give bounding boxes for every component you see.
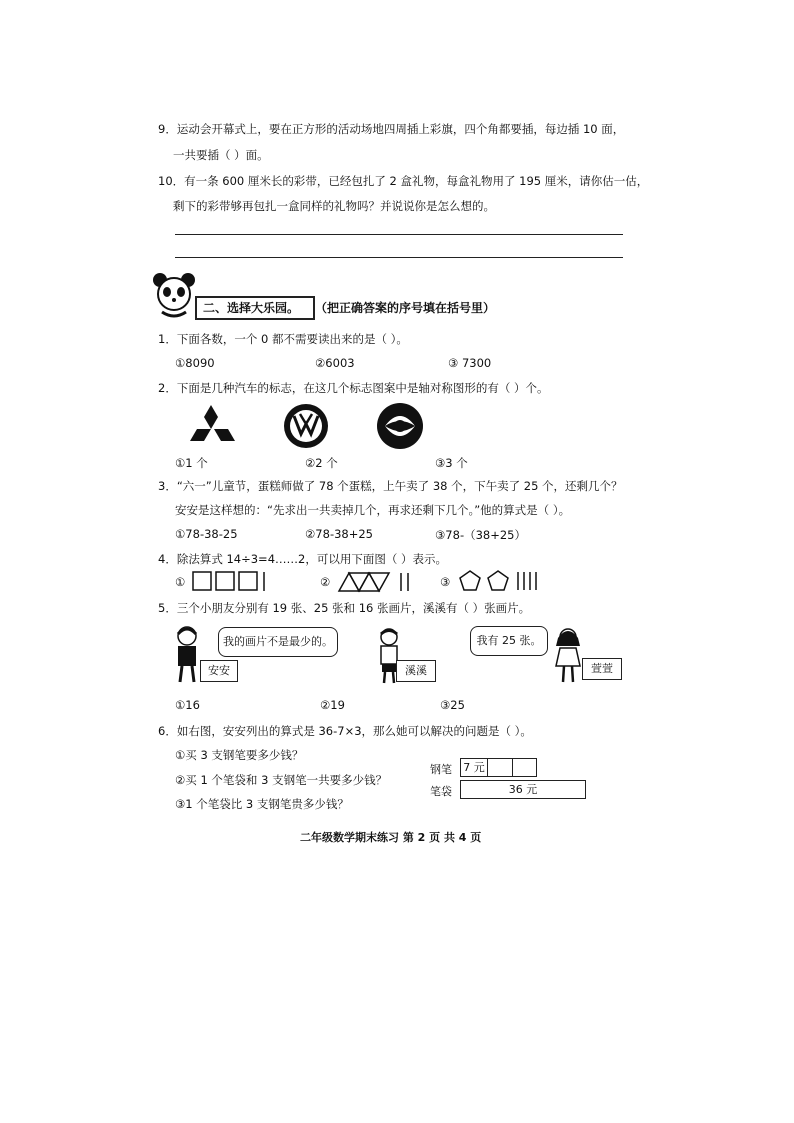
c6-opt3[interactable]: ③1 个笔袋比 3 支钢笔贵多少钱？	[175, 797, 349, 811]
c2-question: 2．下面是几种汽车的标志，在这几个标志图案中是轴对称图形的有（ ）个。	[158, 381, 549, 395]
c6-opt1[interactable]: ①买 3 支钢笔要多少钱？	[175, 748, 304, 762]
bag-bar	[460, 780, 586, 799]
q9-line2: 一共要插（ ）面。	[173, 148, 269, 162]
name3-text: 萱萱	[591, 662, 613, 675]
c1-opt2[interactable]: ②6003	[315, 356, 355, 370]
c2-opt2[interactable]: ②2 个	[305, 456, 338, 470]
bubble2-text: 我有 25 张。	[476, 634, 542, 647]
name-label-xixi	[396, 660, 436, 682]
c1-opt3[interactable]: ③ 7300	[448, 356, 492, 370]
mitsubishi-logo-icon	[186, 405, 236, 445]
c5-opt1[interactable]: ①16	[175, 698, 200, 712]
q10-line2: 剩下的彩带够再包扎一盒同样的礼物吗？并说说你是怎么想的。	[173, 199, 495, 213]
bubble1-text: 我的画片不是最少的。	[223, 635, 333, 648]
answer-line-2[interactable]	[175, 257, 623, 258]
dongfeng-logo-icon	[375, 402, 425, 450]
c5-opt2[interactable]: ②19	[320, 698, 345, 712]
c4-opt1[interactable]: ①	[175, 575, 186, 589]
pen-label: 钢笔	[430, 763, 452, 776]
c6-question: 6．如右图，安安列出的算式是 36-7×3，那么她可以解决的问题是（ ）。	[158, 724, 532, 738]
name1-text: 安安	[208, 664, 230, 677]
speech-bubble-1	[218, 627, 338, 657]
c5-question: 5．三个小朋友分别有 19 张、25 张和 16 张画片，溪溪有（ ）张画片。	[158, 601, 531, 615]
triangles-diagram-icon	[338, 571, 420, 593]
c3-line2: 安安是这样想的：“先求出一共卖掉几个，再求还剩下几个。”他的算式是（ ）。	[175, 503, 571, 517]
c6-opt2[interactable]: ②买 1 个笔袋和 3 支钢笔一共要多少钱？	[175, 773, 388, 787]
section2-title: 二、选择大乐园。	[203, 301, 300, 315]
c4-question: 4．除法算式 14÷3=4……2，可以用下面图（ ）表示。	[158, 552, 447, 566]
child-anan-icon	[170, 626, 204, 684]
c2-opt1[interactable]: ①1 个	[175, 456, 208, 470]
c1-question: 1．下面各数，一个 0 都不需要读出来的是（ ）。	[158, 332, 408, 346]
name2-text: 溪溪	[405, 664, 427, 677]
pen-segment-1	[460, 758, 488, 777]
volkswagen-logo-icon	[282, 402, 330, 450]
c5-opt3[interactable]: ③25	[440, 698, 465, 712]
answer-line-1[interactable]	[175, 234, 623, 235]
c4-opt2[interactable]: ②	[320, 575, 331, 589]
c1-opt1[interactable]: ①8090	[175, 356, 215, 370]
bag-label: 笔袋	[430, 785, 452, 798]
squares-diagram-icon	[192, 571, 274, 593]
panda-icon	[148, 268, 200, 320]
child-xuanxuan-icon	[552, 628, 584, 684]
q10-line1: 10．有一条 600 厘米长的彩带，已经包扎了 2 盒礼物，每盒礼物用了 195 厘米，请你估一估，	[158, 174, 649, 188]
pen-price: 7 元	[463, 761, 485, 774]
pentagons-diagram-icon	[458, 569, 548, 593]
section2-instruction: （把正确答案的序号填在括号里）	[315, 301, 496, 315]
c4-opt3[interactable]: ③	[440, 575, 451, 589]
c2-opt3[interactable]: ③3 个	[435, 456, 468, 470]
q9-line1: 9．运动会开幕式上，要在正方形的活动场地四周插上彩旗，四个角都要插，每边插 10 面，	[158, 122, 625, 136]
pen-segment-2	[487, 758, 513, 777]
name-label-xuanxuan	[582, 658, 622, 680]
name-label-anan	[200, 660, 238, 682]
page-footer: 二年级数学期末练习 第 2 页 共 4 页	[300, 831, 482, 844]
c3-line1: 3．“六一”儿童节，蛋糕师做了 78 个蛋糕，上午卖了 38 个，下午卖了 25 个，还剩几个？	[158, 479, 623, 493]
c3-opt3[interactable]: ③78-（38+25）	[435, 528, 526, 542]
c3-opt2[interactable]: ②78-38+25	[305, 527, 373, 541]
c3-opt1[interactable]: ①78-38-25	[175, 527, 238, 541]
pen-segment-3	[512, 758, 537, 777]
bag-price: 36 元	[508, 783, 538, 796]
speech-bubble-2	[470, 626, 548, 656]
